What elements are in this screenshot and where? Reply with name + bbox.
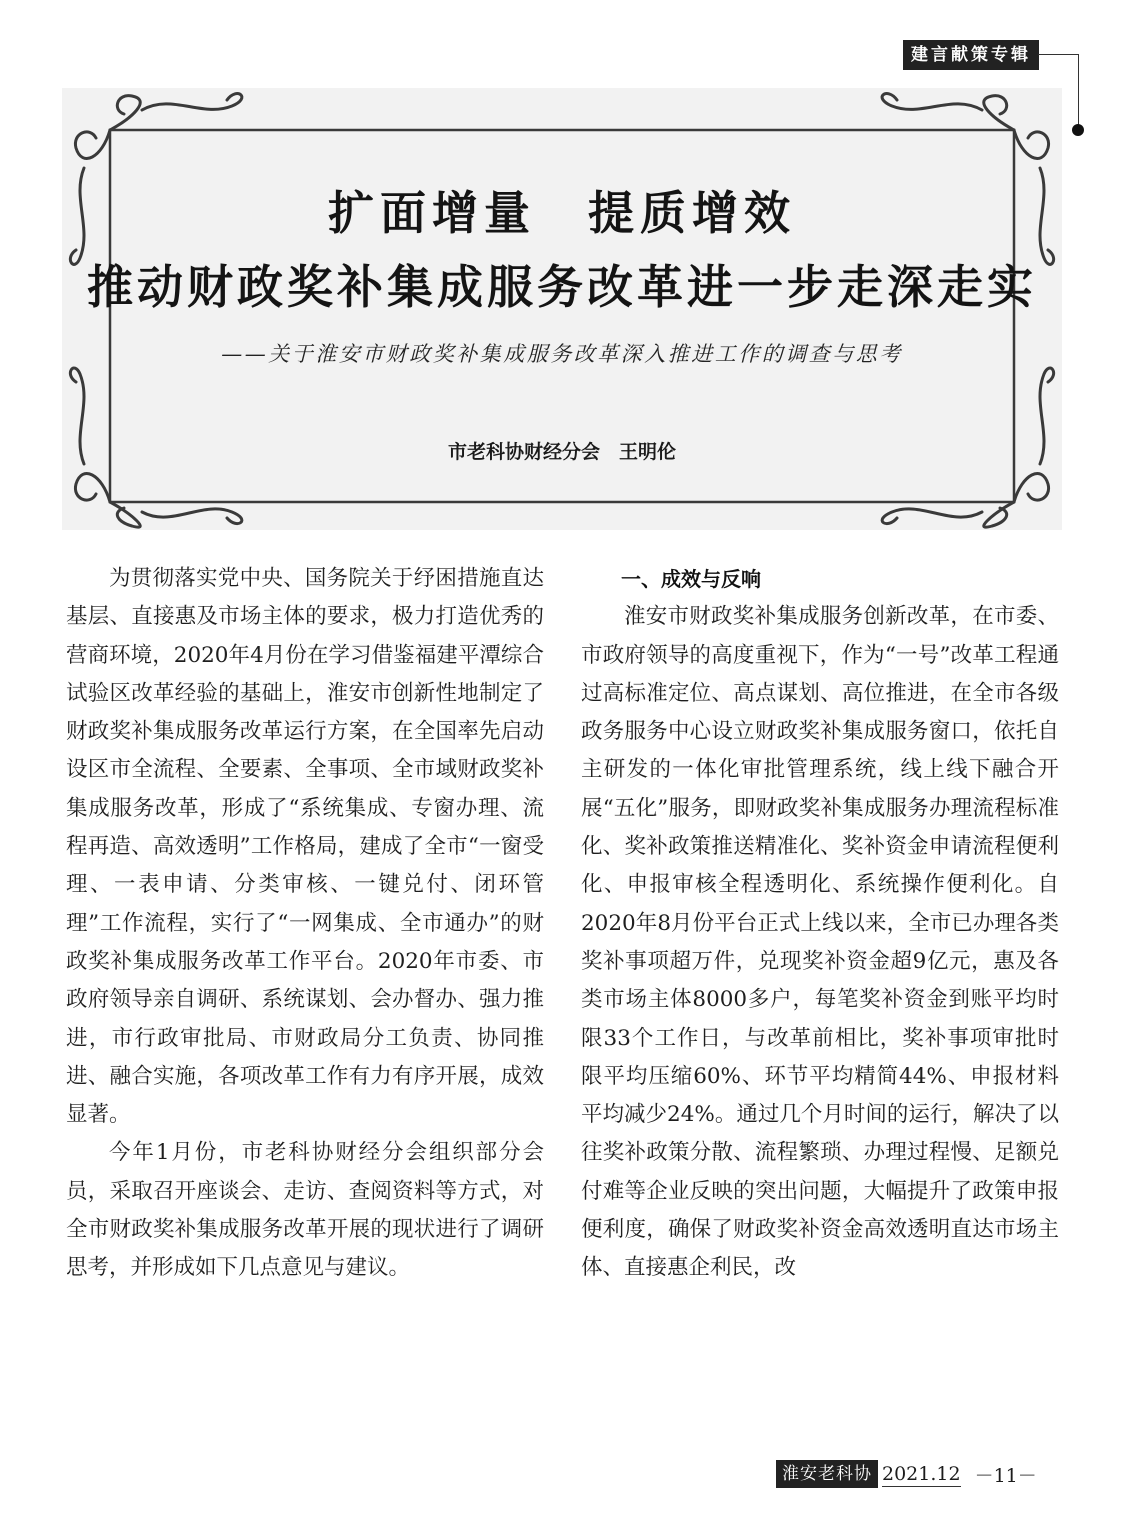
body-paragraph: 今年1月份，市老科协财经分会组织部分会员，采取召开座谈会、走访、查阅资料等方式，对全市财政奖补集成服务改革开展的现状进行了调研思考，并形成如下几点意见与建议。 bbox=[66, 1140, 544, 1281]
issue-date: 2021.12 bbox=[882, 1462, 961, 1485]
page-footer bbox=[776, 1460, 1037, 1488]
subtitle: ——关于淮安市财政奖补集成服务改革深入推进工作的调查与思考 bbox=[221, 342, 903, 366]
tag-dot bbox=[1072, 124, 1084, 136]
journal-name: 淮安老科协 bbox=[776, 1460, 878, 1488]
body-paragraph: 淮安市财政奖补集成服务创新改革，在市委、市政府领导的高度重视下，作为“一号”改革工程通过高标准定位、高点谋划、高位推进，在全市各级政务服务中心设立财政奖补集成服务窗口，依托自主研发的一体化审批管理系统，线上线下融合开展“五化”服务，即财政奖补集成服务办理流程标准化、奖补政策推送精准化、奖补资金申请流程便利化、申报审核全程透明化、系统操作便利化。自2020年8月份平台正式上线以来，全市已办理各类奖补事项超万件，兑现奖补资金超9亿元，惠及各类市场主体8000多户，每笔奖补资金到账平均时限33个工作日，与改革前相比，奖补事项审批时限平均压缩60%、环节平均精简44%、申报材料平均减少24%。通过几个月时间的运行，解决了以往奖补政策分散、流程繁琐、办理过程慢、足额兑付难等企业反映的突出问题，大幅提升了政策申报便利度，确保了财政奖补资金高效透明直达市场主体、直接惠企利民，改 bbox=[581, 604, 1059, 1281]
right-column bbox=[581, 560, 1059, 1288]
tag-connector-line bbox=[1038, 54, 1078, 55]
section-tag: 建言献策专辑 bbox=[903, 40, 1039, 70]
body-paragraph: 为贯彻落实党中央、国务院关于纾困措施直达基层、直接惠及市场主体的要求，极力打造优秀的营商环境，2020年4月份在学习借鉴福建平潭综合试验区改革经验的基础上，淮安市创新性地制定了财政奖补集成服务改革运行方案，在全国率先启动设区市全流程、全要素、全事项、全市域财政奖补集成服务改革，形成了“系统集成、专窗办理、流程再造、高效透明”工作格局，建成了全市“一窗受理、一表申请、分类审核、一键兑付、闭环管理”工作流程，实行了“一网集成、全市通办”的财政奖补集成服务改革工作平台。2020年市委、市政府领导亲自调研、系统谋划、会办督办、强力推进，市行政审批局、市财政局分工负责、协同推进、融合实施，各项改革工作有力有序开展，成效显著。 bbox=[66, 566, 544, 1128]
tag-connector-vertical bbox=[1078, 54, 1079, 128]
section-heading: 一、成效与反响 bbox=[621, 567, 761, 591]
title-line-2: 推动财政奖补集成服务改革进一步走深走实 bbox=[87, 260, 1037, 314]
page-number: －11－ bbox=[974, 1464, 1037, 1487]
author-byline: 市老科协财经分会 王明伦 bbox=[447, 441, 676, 463]
title-line-1: 扩面增量 提质增效 bbox=[328, 186, 796, 240]
left-column bbox=[66, 560, 544, 1288]
